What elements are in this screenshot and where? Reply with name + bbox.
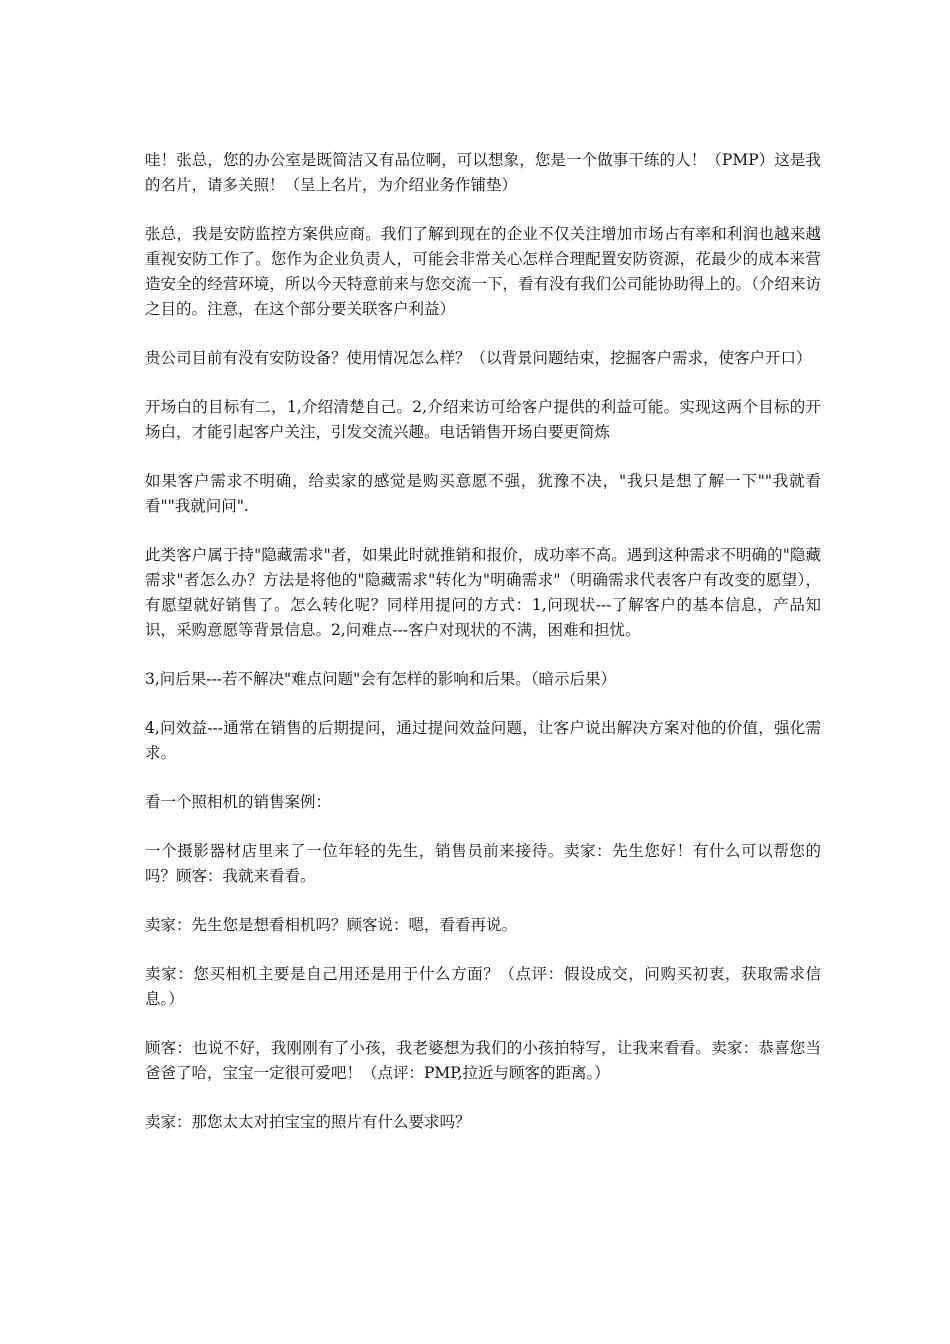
paragraph-case-requirements: 卖家：那您太太对拍宝宝的照片有什么要求吗？ — [145, 1113, 471, 1131]
paragraph-case-intro: 看一个照相机的销售案例： — [145, 793, 332, 811]
paragraph-visit-purpose: 张总，我是安防监控方案供应商。我们了解到现在的企业不仅关注增加市场占有率和利润也越来越重视安防工作了。您作为企业负责人，可能会非常关心怎样合理配置安防资源，花最少的成本来营造安全的经营环境，所以今天特意前来与您交流一下，看有没有我们公司能协助得上的。（介绍来访之目的。注意，在这个部分要关联客户利益） — [145, 225, 821, 318]
paragraph-ask-consequences: 3,问后果---若不解决"难点问题"会有怎样的影响和后果。（暗示后果） — [145, 670, 617, 688]
document-body — [145, 148, 821, 1159]
paragraph-opening-goals: 开场白的目标有二，1,介绍清楚自己。2,介绍来访可给客户提供的利益可能。实现这两个目标的开场白，才能引起客户关注，引发交流兴趣。电话销售开场白要更简炼 — [145, 398, 821, 441]
paragraph-case-greeting: 一个摄影器材店里来了一位年轻的先生，销售员前来接待。卖家：先生您好！有什么可以帮您的吗？顾客：我就来看看。 — [145, 842, 821, 885]
paragraph-case-camera: 卖家：先生您是想看相机吗？顾客说：嗯，看看再说。 — [145, 916, 518, 934]
paragraph-unclear-needs: 如果客户需求不明确，给卖家的感觉是购买意愿不强，犹豫不决，"我只是想了解一下""我就看看""我就问问". — [145, 472, 821, 515]
paragraph-case-purpose: 卖家：您买相机主要是自己用还是用于什么方面？（点评：假设成交，问购买初衷，获取需求信息。） — [145, 965, 821, 1008]
paragraph-hidden-needs: 此类客户属于持"隐藏需求"者，如果此时就推销和报价，成功率不高。遇到这种需求不明确的"隐藏需求"者怎么办？方法是将他的"隐藏需求"转化为"明确需求"（明确需求代表客户有改变的愿望），有愿望就好销售了。怎么转化呢？同样用提问的方式：1,问现状---了解客户的基本信息，产品知识，采购意愿等背景信息。2,问难点---客户对现状的不满，困难和担忧。 — [145, 546, 821, 639]
paragraph-intro-greeting: 哇！张总，您的办公室是既简洁又有品位啊，可以想象，您是一个做事干练的人！（PMP）这是我的名片，请多关照！（呈上名片，为介绍业务作铺垫） — [145, 151, 821, 194]
paragraph-background-question: 贵公司目前有没有安防设备？使用情况怎么样？（以背景问题结束，挖掘客户需求，使客户开口） — [145, 349, 812, 367]
paragraph-ask-benefits: 4,问效益---通常在销售的后期提问，通过提问效益问题，让客户说出解决方案对他的价值，强化需求。 — [145, 719, 821, 762]
paragraph-case-baby: 顾客：也说不好，我刚刚有了小孩，我老婆想为我们的小孩拍特写，让我来看看。卖家：恭喜您当爸爸了哈，宝宝一定很可爱吧！（点评：PMP,拉近与顾客的距离。） — [145, 1039, 821, 1082]
